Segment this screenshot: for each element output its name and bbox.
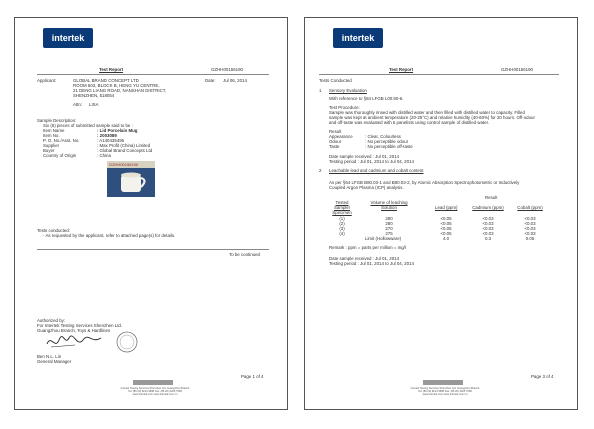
to-be-continued: To be continued	[229, 252, 261, 257]
table-cell: <0.03	[524, 221, 536, 226]
table-cell: <0.03	[482, 216, 494, 221]
remark: Remark : ppm = parts per million = mg/l	[329, 245, 406, 250]
table-cell: 275	[385, 231, 393, 236]
footer-line: Tel: (86 20) 8213 9688 Fax: (86 20) 3205 7538	[128, 390, 182, 394]
tests-conducted-line: - As requested by the applicant, refer to attached page(s) for details.	[43, 233, 176, 238]
applicant-line: SHENZHEN, 518054	[73, 93, 115, 98]
branch-line: Guangzhou Branch, Toys & Hardlines	[37, 328, 111, 333]
table-cell: <0.03	[482, 231, 494, 236]
sample-description-label: Sample Description:	[37, 118, 77, 123]
page-number: Page 3 of 4	[531, 374, 554, 379]
header-rule	[319, 74, 559, 75]
signer-name: Ben N.L. Lin	[37, 354, 62, 359]
table-cell: (4)	[339, 231, 345, 236]
footer-text	[55, 387, 255, 397]
section-reference: Coupled Argon Plasma (ICP) analysis.	[329, 185, 404, 190]
table-cell: <0.05	[440, 221, 452, 226]
company-seal	[115, 330, 139, 354]
table-cell: 280	[385, 216, 393, 221]
field-label: Country of Origin	[43, 153, 77, 158]
applicant-line: GLOBAL BRAND CONCEPT LTD	[73, 78, 139, 83]
field-value: : China	[97, 153, 111, 158]
field-value: : Max Profit (China) Limited	[97, 143, 151, 148]
column-header: Volume of leaching Solution	[370, 200, 408, 211]
section-title: Leachable lead and cadmium and cobalt content	[329, 168, 424, 173]
column-header: Lead (ppm)	[435, 205, 458, 210]
date-received: Date sample received : Jul 01, 2014	[329, 256, 400, 261]
sample-photo	[107, 161, 155, 197]
footer-logo	[133, 380, 173, 385]
page-number: Page 1 of 4	[241, 374, 264, 379]
footer-line: www.intertek.com www.intertek.com.cn	[422, 393, 468, 397]
report-page-3	[304, 17, 578, 410]
table-cell: <0.03	[482, 226, 494, 231]
procedure-line: sample was kept at ambient temperature (20-25°C) and relative humidity (40-60%) for 20 hours. Off-odour	[329, 115, 535, 120]
sample-description-line: Six (6) pieces of submitted sample said to be :	[43, 123, 133, 128]
table-cell: 270	[385, 226, 393, 231]
result-item-value: : No perceptible odour	[365, 139, 409, 144]
footer-text	[345, 387, 545, 397]
report-page-1	[14, 17, 288, 410]
report-number: GZHH00156190	[501, 67, 533, 72]
procedure-line: and off-taste was evaluated with 5 panelists using control sample of distilled water.	[329, 120, 490, 125]
applicant-line: 21 DENG LIANG ROAD, NANSHAN DISTRICT,	[73, 88, 167, 93]
table-cell: <0.03	[524, 226, 536, 231]
table-cell: <0.03	[524, 231, 536, 236]
footer-logo	[423, 380, 463, 385]
result-item-value: : Clear, Colourless	[365, 134, 401, 139]
header-title: Test Report	[99, 67, 124, 72]
field-label: Supplier	[43, 143, 60, 148]
signer-title: General Manager	[37, 359, 72, 364]
tests-conducted-label: Tests conducted:	[37, 228, 70, 233]
signature-image	[45, 332, 105, 352]
footer-line: Tel: (86 20) 8213 9688 Fax: (86 20) 3205 7538	[418, 390, 472, 394]
footer-line: Intertek Testing Services Shenzhen Ltd. Guangzhou Branch	[410, 387, 480, 390]
table-cell: 0.3	[484, 236, 492, 241]
footer-line: www.intertek.com www.intertek.com.cn	[132, 393, 178, 397]
field-value: : Global Brand Concepts Ltd	[97, 148, 153, 153]
table-cell: <0.05	[440, 216, 452, 221]
table-cell: 4.0	[442, 236, 450, 241]
table-cell: (1)	[339, 216, 345, 221]
result-item-label: Odour	[329, 139, 342, 144]
section-number: 1	[319, 88, 322, 93]
table-cell: <0.05	[440, 226, 452, 231]
tests-conducted-heading: Tests Conducted	[319, 78, 352, 83]
table-cell: <0.03	[482, 221, 494, 226]
table-cell: Limit (Hollowware)	[365, 236, 402, 241]
authorized-by-label: Authorized by:	[37, 318, 66, 323]
attn-label: Attn:	[73, 102, 83, 107]
intertek-logo: intertek	[333, 28, 383, 48]
column-header: Cobalt (ppm)	[517, 205, 543, 210]
table-cell: <0.05	[440, 231, 452, 236]
result-label: Result	[329, 129, 342, 134]
footer-line: Intertek Testing Services Shenzhen Ltd. Guangzhou Branch	[120, 387, 190, 390]
intertek-logo: intertek	[43, 28, 93, 48]
table-cell: (2)	[339, 221, 345, 226]
procedure-label: Test Procedure:	[329, 105, 360, 110]
field-value: : A140435495	[97, 138, 125, 143]
table-cell: 280	[385, 221, 393, 226]
result-item-value: : No perceptible off-taste	[365, 144, 413, 149]
testing-period: Testing period : Jul 01, 2014 to Jul 04, 2014	[329, 159, 414, 164]
field-label: Item No.	[43, 133, 60, 138]
column-header: Cadmium (ppm)	[472, 205, 504, 210]
field-label: Buyer	[43, 148, 55, 153]
applicant-line: ROOM 603, BLOCK B, HENG YU CENTRE,	[73, 83, 160, 88]
company-line: For Intertek Testing Services Shenzhen Ltd.	[37, 323, 123, 328]
section-reference: As per §64 LFGB B80.03-1 and B80.03-2, by Atomic Absorption Spectrophotometric or Inductively	[329, 180, 520, 185]
section-reference: With reference to §84 LFGB L00.90-6.	[329, 96, 404, 101]
table-cell: 0.05	[525, 236, 535, 241]
photo-label: GZHH00156190	[107, 161, 155, 168]
applicant-label: Applicant:	[37, 78, 57, 83]
header-rule	[37, 74, 269, 75]
testing-period: Testing period : Jul 01, 2014 to Jul 04, 2014	[329, 261, 414, 266]
section-number: 2	[319, 168, 322, 173]
result-header: Result	[485, 195, 498, 200]
table-cell: <0.03	[524, 216, 536, 221]
result-item-label: Taste	[329, 144, 340, 149]
header-title: Test Report	[389, 67, 414, 72]
field-value: : Lid Porcelain Mug	[97, 128, 138, 133]
date-label: Date:	[205, 78, 216, 83]
procedure-line: Sample was thoroughly rinsed with distilled water and then filled with distilled water to capacity. Filled	[329, 110, 525, 115]
divider	[37, 249, 269, 250]
report-number: GZHH00156190	[211, 67, 243, 72]
column-header: Tested Sample/ Specimen	[332, 200, 352, 216]
date-received: Date sample received : Jul 01, 2014	[329, 154, 400, 159]
field-label: P. O. No./Asst. No.	[43, 138, 80, 143]
field-value: : 2003089	[97, 133, 117, 138]
result-item-label: Appearance	[329, 134, 353, 139]
section-title: Sensory Evaluation	[329, 88, 367, 93]
field-label: Item Name	[43, 128, 65, 133]
attn-value: LISA	[89, 102, 99, 107]
table-cell: (3)	[339, 226, 345, 231]
date-value: Jul 06, 2014	[223, 78, 247, 83]
